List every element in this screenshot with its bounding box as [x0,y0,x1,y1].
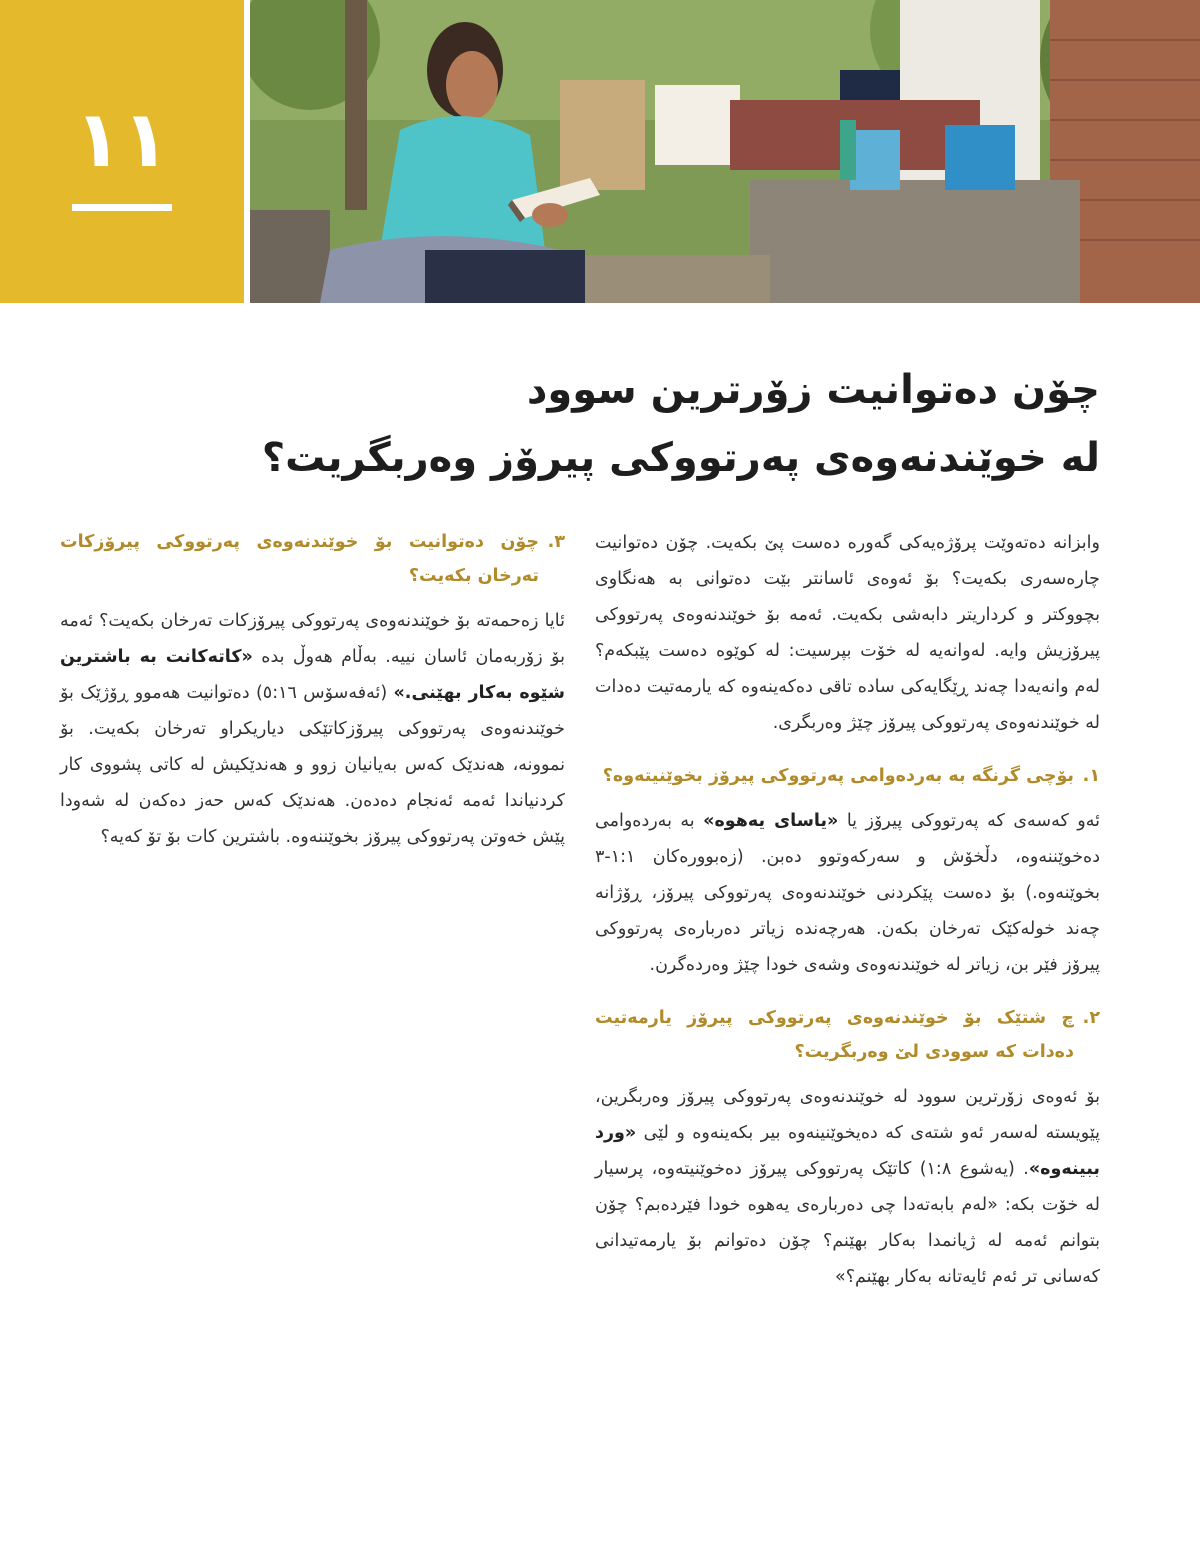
section-3-bold-quote: «کاتەکانت بە باشترین شێوە بەکار بهێنی.» [60,647,565,703]
section-3-question-text: چۆن دەتوانیت بۆ خوێندنەوەی پەرتووکی پیرۆزکات تەرخان بکەیت؟ [60,532,539,586]
section-3-paragraph [60,603,565,855]
section-2-number: ٢. [1082,1008,1100,1028]
section-1-text-b: بە بەردەوامی دەخوێننەوە، دڵخۆش و سەرکەوتوو دەبن. (زەبوورەکان ١:١-٣ بخوێنەوە.) بۆ دەست پێکردنی خوێندنەوەی پەرتووکی پیرۆز، ڕۆژانە چەند خولەکێک تەرخان بکەن. هەرچەندە زیاتر دەربارەی پەرتووکی پیرۆز فێر بن، زیاتر لە خوێندنەوەی وشەی خودا چێژ وەردەگرن. [595,811,1100,975]
title-line-1: چۆن دەتوانیت زۆرترین سوود [526,367,1100,413]
section-2-question-text: چ شتێک بۆ خوێندنەوەی پەرتووکی پیرۆز یارمەتیت دەدات کە سوودی لێ وەربگریت؟ [595,1008,1074,1062]
title-line-2: لە خوێندنەوەی پەرتووکی پیرۆز وەربگریت؟ [261,435,1100,481]
section-2-question [595,1001,1100,1069]
lesson-underline [72,204,172,211]
lesson-number-box [0,0,244,303]
left-column [60,525,565,873]
section-2-bold-quote: «ورد ببینەوە» [595,1123,1100,1179]
section-2-paragraph [595,1079,1100,1295]
page-title [200,356,1100,492]
header-photo [250,0,1200,303]
section-3-question [60,525,565,593]
section-1-paragraph [595,803,1100,983]
intro-paragraph: وابزانە دەتەوێت پرۆژەیەکی گەورە دەست پێ بکەیت. چۆن دەتوانیت چارەسەری بکەیت؟ بۆ ئەوەی ئاسانتر بێت دەتوانی بە هەنگاوی بچووکتر و کرداریتر دابەشی بکەیت. ئەمە بۆ خوێندنەوەی پەرتووکی پیرۆزیش وایە. لەوانەیە لە خۆت بپرسیت: لە کوێوە دەست پێبکەم؟ لەم وانەیەدا چەند ڕێگایەکی سادە تاقی دەکەینەوە کە یارمەتیت دەدات لە خوێندنەوەی پەرتووکی پیرۆز چێژ وەربگری. [595,533,1100,733]
section-3-text-a: ئایا زەحمەتە بۆ خوێندنەوەی پەرتووکی پیرۆزکات تەرخان بکەیت؟ ئەمە بۆ زۆربەمان ئاسان نییە. بەڵام هەوڵ بدە [60,611,565,667]
section-1-number: ١. [1082,766,1100,786]
lesson-number: ١١ [74,95,170,185]
section-3-text-b: (ئەفەسۆس ٥:١٦) دەتوانیت هەموو ڕۆژێک بۆ خوێندنەوەی پەرتووکی پیرۆزکاتێکی دیاریکراو تەرخان بکەیت. بۆ نموونە، هەندێک کەس بەیانیان زوو و هەندێکیش لە کاتی پشووی کار کردنیاندا ئەمە ئەنجام دەدەن. هەندێک کەس حەز دەکەن لە شەودا پێش خەوتن پەرتووکی پیرۆز بخوێننەوە. باشترین کات بۆ تۆ کەیە؟ [60,683,565,847]
section-1-bold-quote: «یاسای یەهوە» [703,811,839,831]
section-2-text-b: . (یەشوع ١:٨) کاتێک پەرتووکی پیرۆز دەخوێنیتەوە، پرسیار لە خۆت بکە: «لەم بابەتەدا چی دەربارەی یەهوە خودا فێردەبم؟ چۆن بتوانم ئەمە لە ژیانمدا بەکار بهێنم؟ چۆن دەتوانم بۆ یارمەتیدانی کەسانی تر ئەم ئایەتانە بەکار بهێنم؟» [595,1159,1100,1287]
woman-reading-bible-illustration [250,0,1200,303]
right-column [595,525,1100,1313]
section-1-question-text: بۆچی گرنگە بە بەردەوامی پەرتووکی پیرۆز بخوێنیتەوە؟ [602,766,1074,786]
section-1-question [595,759,1100,793]
section-3-number: ٣. [547,532,565,552]
section-1-text-a: ئەو کەسەی کە پەرتووکی پیرۆز یا [838,811,1100,831]
section-2-text-a: بۆ ئەوەی زۆرترین سوود لە خوێندنەوەی پەرتووکی پیرۆز وەربگرین، پێویستە لەسەر ئەو شتەی کە دەیخوێنینەوە بیر بکەینەوە و لێی [595,1087,1100,1143]
